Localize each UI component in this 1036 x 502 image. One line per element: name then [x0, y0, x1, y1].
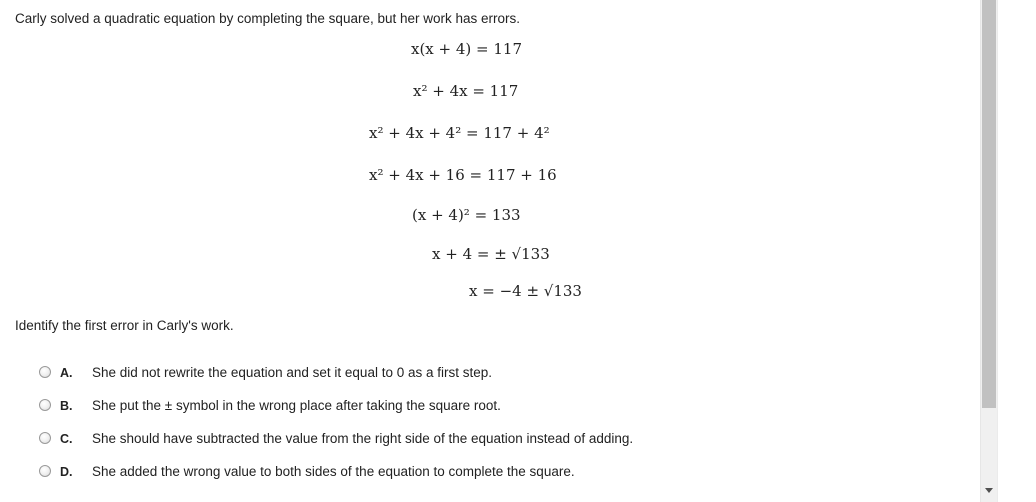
- work-step-5: (x + 4)² = 133: [412, 206, 521, 224]
- choice-c-letter: C.: [60, 432, 73, 446]
- scrollbar-thumb[interactable]: [982, 0, 996, 408]
- work-step-1: x(x + 4) = 117: [411, 40, 523, 58]
- choice-b-text: She put the ± symbol in the wrong place after taking the square root.: [92, 398, 501, 413]
- choice-d-letter: D.: [60, 465, 73, 479]
- choice-c-text: She should have subtracted the value from the right side of the equation instead of adding.: [92, 431, 634, 446]
- scroll-down-arrow-icon[interactable]: [985, 488, 993, 493]
- choice-a[interactable]: [38, 365, 738, 385]
- work-step-7: x = −4 ± √133: [469, 282, 582, 300]
- choice-b[interactable]: [38, 398, 738, 418]
- problem-prompt: Carly solved a quadratic equation by completing the square, but her work has errors.: [15, 11, 521, 26]
- choice-b-letter: B.: [60, 399, 73, 413]
- vertical-scrollbar[interactable]: [980, 0, 997, 502]
- choice-a-text: She did not rewrite the equation and set it equal to 0 as a first step.: [92, 365, 492, 380]
- choice-a-radio[interactable]: [39, 366, 51, 378]
- choice-d-text: She added the wrong value to both sides of the equation to complete the square.: [92, 464, 575, 479]
- choice-c-radio[interactable]: [39, 432, 51, 444]
- work-step-6: x + 4 = ± √133: [432, 245, 550, 263]
- work-step-3: x² + 4x + 4² = 117 + 4²: [369, 124, 550, 142]
- choice-d-radio[interactable]: [39, 465, 51, 477]
- choice-b-radio[interactable]: [39, 399, 51, 411]
- work-step-4: x² + 4x + 16 = 117 + 16: [369, 166, 557, 184]
- choice-a-letter: A.: [60, 366, 73, 380]
- choice-c[interactable]: [38, 431, 738, 451]
- question-text: Identify the first error in Carly's work.: [15, 318, 234, 333]
- choice-d[interactable]: [38, 464, 738, 484]
- right-side-panel: [997, 0, 1036, 502]
- work-step-2: x² + 4x = 117: [413, 82, 519, 100]
